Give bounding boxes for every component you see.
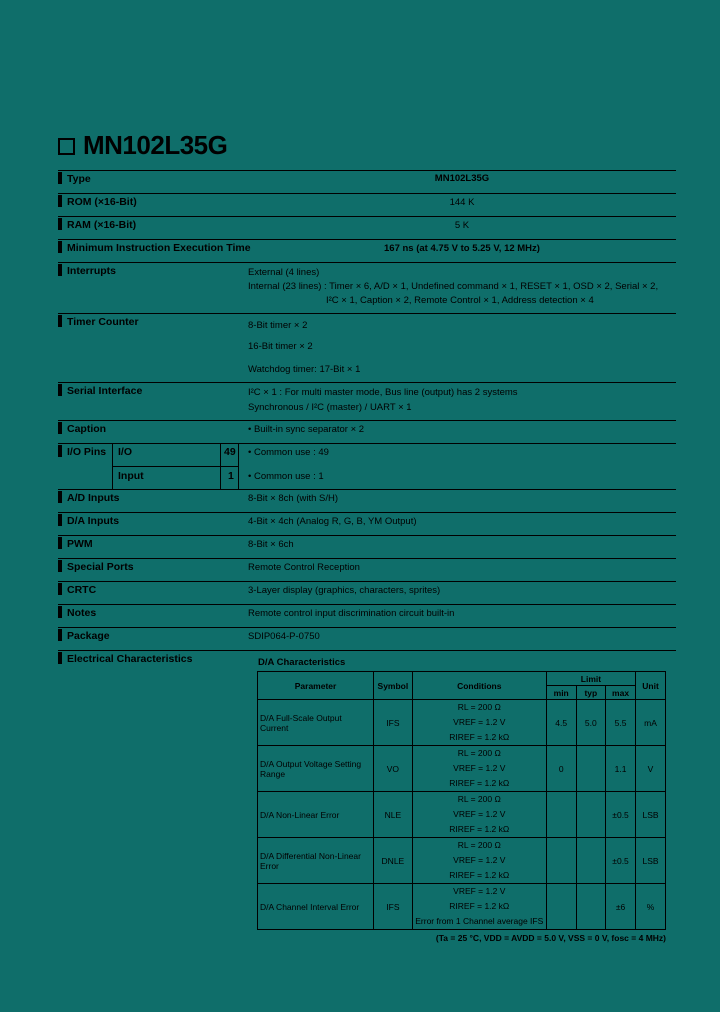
table-row (258, 838, 666, 884)
row-value: SDIP064-P-0750 (248, 631, 320, 642)
da-table-caption: D/A Characteristics (258, 657, 346, 668)
row-marker (58, 560, 62, 572)
row-marker (58, 537, 62, 549)
condition-line: VREF = 1.2 V (453, 717, 506, 727)
row-label: ROM (×16-Bit) (67, 196, 137, 208)
row-crtc (58, 581, 676, 604)
cell-parameter: D/A Output Voltage Setting Range (258, 746, 374, 792)
row-interrupts (58, 262, 676, 313)
row-rom (58, 193, 676, 214)
cell-min: 0 (546, 746, 576, 792)
row-ram (58, 216, 676, 237)
row-marker (58, 195, 62, 207)
cell-max: ±6 (606, 884, 636, 930)
row-value: • Built-in sync separator × 2 (248, 424, 365, 435)
input-label: Input (118, 470, 144, 482)
row-serial (58, 382, 676, 419)
cell-parameter: D/A Full-Scale Output Current (258, 700, 374, 746)
cell-conditions (412, 838, 546, 884)
cell-min (546, 838, 576, 884)
cell-symbol: DNLE (374, 838, 413, 884)
row-marker (58, 629, 62, 641)
row-label: CRTC (67, 584, 97, 596)
row-value: 8-Bit × 8ch (with S/H) (248, 493, 339, 504)
row-value: MN102L35G (434, 173, 490, 184)
cell-max: 5.5 (606, 700, 636, 746)
cell-typ (576, 746, 605, 792)
header-parameter: Parameter (258, 672, 374, 700)
cell-unit: mA (636, 700, 666, 746)
cell-min (546, 792, 576, 838)
cell-typ (576, 792, 605, 838)
table-header-row (258, 672, 666, 686)
row-label: PWM (67, 538, 93, 550)
row-da-inputs (58, 512, 676, 535)
row-marker (58, 514, 62, 526)
cell-max: ±0.5 (606, 792, 636, 838)
header-symbol: Symbol (374, 672, 413, 700)
condition-line: VREF = 1.2 V (453, 855, 506, 865)
cell-conditions (412, 884, 546, 930)
condition-line: RIREF = 1.2 kΩ (449, 778, 510, 788)
condition-line: VREF = 1.2 V (453, 763, 506, 773)
row-label: Notes (67, 607, 97, 619)
row-value-line: Internal (23 lines) : Timer × 6, A/D × 1, Undefined command × 1, RESET × 1, OSD × 2, Serial × 2, (248, 281, 659, 292)
cell-unit: V (636, 746, 666, 792)
row-min-exec (58, 239, 676, 260)
row-label: Type (67, 173, 91, 185)
row-marker (58, 422, 62, 434)
row-label: Caption (67, 423, 107, 435)
header-typ: typ (576, 686, 605, 700)
header-unit: Unit (636, 672, 666, 700)
condition-line: VREF = 1.2 V (453, 809, 506, 819)
cell-typ (576, 838, 605, 884)
cell-conditions (412, 746, 546, 792)
condition-line: RL = 200 Ω (457, 748, 501, 758)
io-value: • Common use : 49 (248, 447, 329, 458)
row-marker (58, 218, 62, 230)
row-label: Package (67, 630, 110, 642)
cell-parameter: D/A Differential Non-Linear Error (258, 838, 374, 884)
row-value-line: Synchronous / I²C (master) / UART × 1 (248, 402, 412, 413)
row-type (58, 170, 676, 191)
row-value: 144 K (449, 197, 475, 208)
cell-parameter: D/A Channel Interval Error (258, 884, 374, 930)
row-marker (58, 652, 62, 664)
io-count: 49 (224, 446, 236, 458)
row-io-pins (58, 443, 676, 489)
row-marker (58, 606, 62, 618)
condition-line: RIREF = 1.2 kΩ (449, 901, 510, 911)
row-marker (58, 491, 62, 503)
row-value: Remote Control Reception (248, 562, 360, 573)
input-count: 1 (228, 470, 234, 482)
row-notes (58, 604, 676, 627)
condition-line: RIREF = 1.2 kΩ (449, 870, 510, 880)
condition-line: RL = 200 Ω (457, 840, 501, 850)
row-label: RAM (×16-Bit) (67, 219, 137, 231)
cell-conditions (412, 792, 546, 838)
row-value-line: 16-Bit timer × 2 (248, 341, 313, 352)
row-value: 8-Bit × 6ch (248, 539, 294, 550)
cell-conditions (412, 700, 546, 746)
cell-min (546, 884, 576, 930)
row-marker (58, 445, 62, 457)
row-value: 5 K (454, 220, 470, 231)
header-min: min (546, 686, 576, 700)
cell-unit: LSB (636, 838, 666, 884)
cell-unit: % (636, 884, 666, 930)
row-marker (58, 315, 62, 327)
table-row (258, 792, 666, 838)
header-max: max (606, 686, 636, 700)
page-title (58, 130, 227, 161)
row-value-line: I²C × 1, Caption × 2, Remote Control × 1, Address detection × 4 (326, 295, 594, 306)
row-special-ports (58, 558, 676, 581)
cell-typ (576, 884, 605, 930)
row-timer (58, 313, 676, 382)
io-label: I/O (118, 446, 133, 458)
checkbox-square-icon (58, 138, 75, 155)
row-value: 4-Bit × 4ch (Analog R, G, B, YM Output) (248, 516, 417, 527)
table-row (258, 700, 666, 746)
cell-max: ±0.5 (606, 838, 636, 884)
row-marker (58, 241, 62, 253)
cell-symbol: IFS (374, 884, 413, 930)
condition-line: VREF = 1.2 V (453, 886, 506, 896)
row-value: 3-Layer display (graphics, characters, sprites) (248, 585, 441, 596)
cell-unit: LSB (636, 792, 666, 838)
row-label: Interrupts (67, 265, 117, 277)
condition-line: Error from 1 Channel average IFS (415, 916, 544, 926)
condition-line: RL = 200 Ω (457, 702, 501, 712)
row-value-line: External (4 lines) (248, 267, 320, 278)
row-value-line: Watchdog timer: 17-Bit × 1 (248, 364, 361, 375)
row-label: Special Ports (67, 561, 134, 573)
cell-symbol: VO (374, 746, 413, 792)
row-package (58, 627, 676, 650)
row-value-line: 8-Bit timer × 2 (248, 320, 308, 331)
row-ad-inputs (58, 489, 676, 512)
cell-typ: 5.0 (576, 700, 605, 746)
table-row (258, 884, 666, 930)
condition-line: RIREF = 1.2 kΩ (449, 732, 510, 742)
cell-parameter: D/A Non-Linear Error (258, 792, 374, 838)
da-characteristics-table (257, 671, 666, 930)
row-label: D/A Inputs (67, 515, 120, 527)
cell-min: 4.5 (546, 700, 576, 746)
row-value: Remote control input discrimination circuit built-in (248, 608, 455, 619)
row-electrical (58, 650, 676, 671)
row-caption (58, 420, 676, 443)
condition-line: RL = 200 Ω (457, 794, 501, 804)
page-title-text: MN102L35G (83, 130, 228, 160)
cell-symbol: IFS (374, 700, 413, 746)
row-label: I/O Pins (67, 446, 107, 458)
row-label: Minimum Instruction Execution Time (67, 242, 251, 254)
row-label: A/D Inputs (67, 492, 120, 504)
header-limit: Limit (546, 672, 635, 686)
row-marker (58, 264, 62, 276)
header-conditions: Conditions (412, 672, 546, 700)
row-marker (58, 583, 62, 595)
row-marker (58, 172, 62, 184)
cell-symbol: NLE (374, 792, 413, 838)
row-value: 167 ns (at 4.75 V to 5.25 V, 12 MHz) (384, 243, 540, 254)
row-label: Serial Interface (67, 385, 143, 397)
row-label: Electrical Characteristics (67, 653, 193, 665)
input-value: • Common use : 1 (248, 471, 324, 482)
row-pwm (58, 535, 676, 558)
table-footnote: (Ta = 25 °C, VDD = AVDD = 5.0 V, VSS = 0 V, fosc = 4 MHz) (435, 933, 666, 943)
row-marker (58, 384, 62, 396)
row-value-line: I²C × 1 : For multi master mode, Bus line (output) has 2 systems (248, 387, 518, 398)
table-row (258, 746, 666, 792)
row-label: Timer Counter (67, 316, 139, 328)
cell-max: 1.1 (606, 746, 636, 792)
condition-line: RIREF = 1.2 kΩ (449, 824, 510, 834)
